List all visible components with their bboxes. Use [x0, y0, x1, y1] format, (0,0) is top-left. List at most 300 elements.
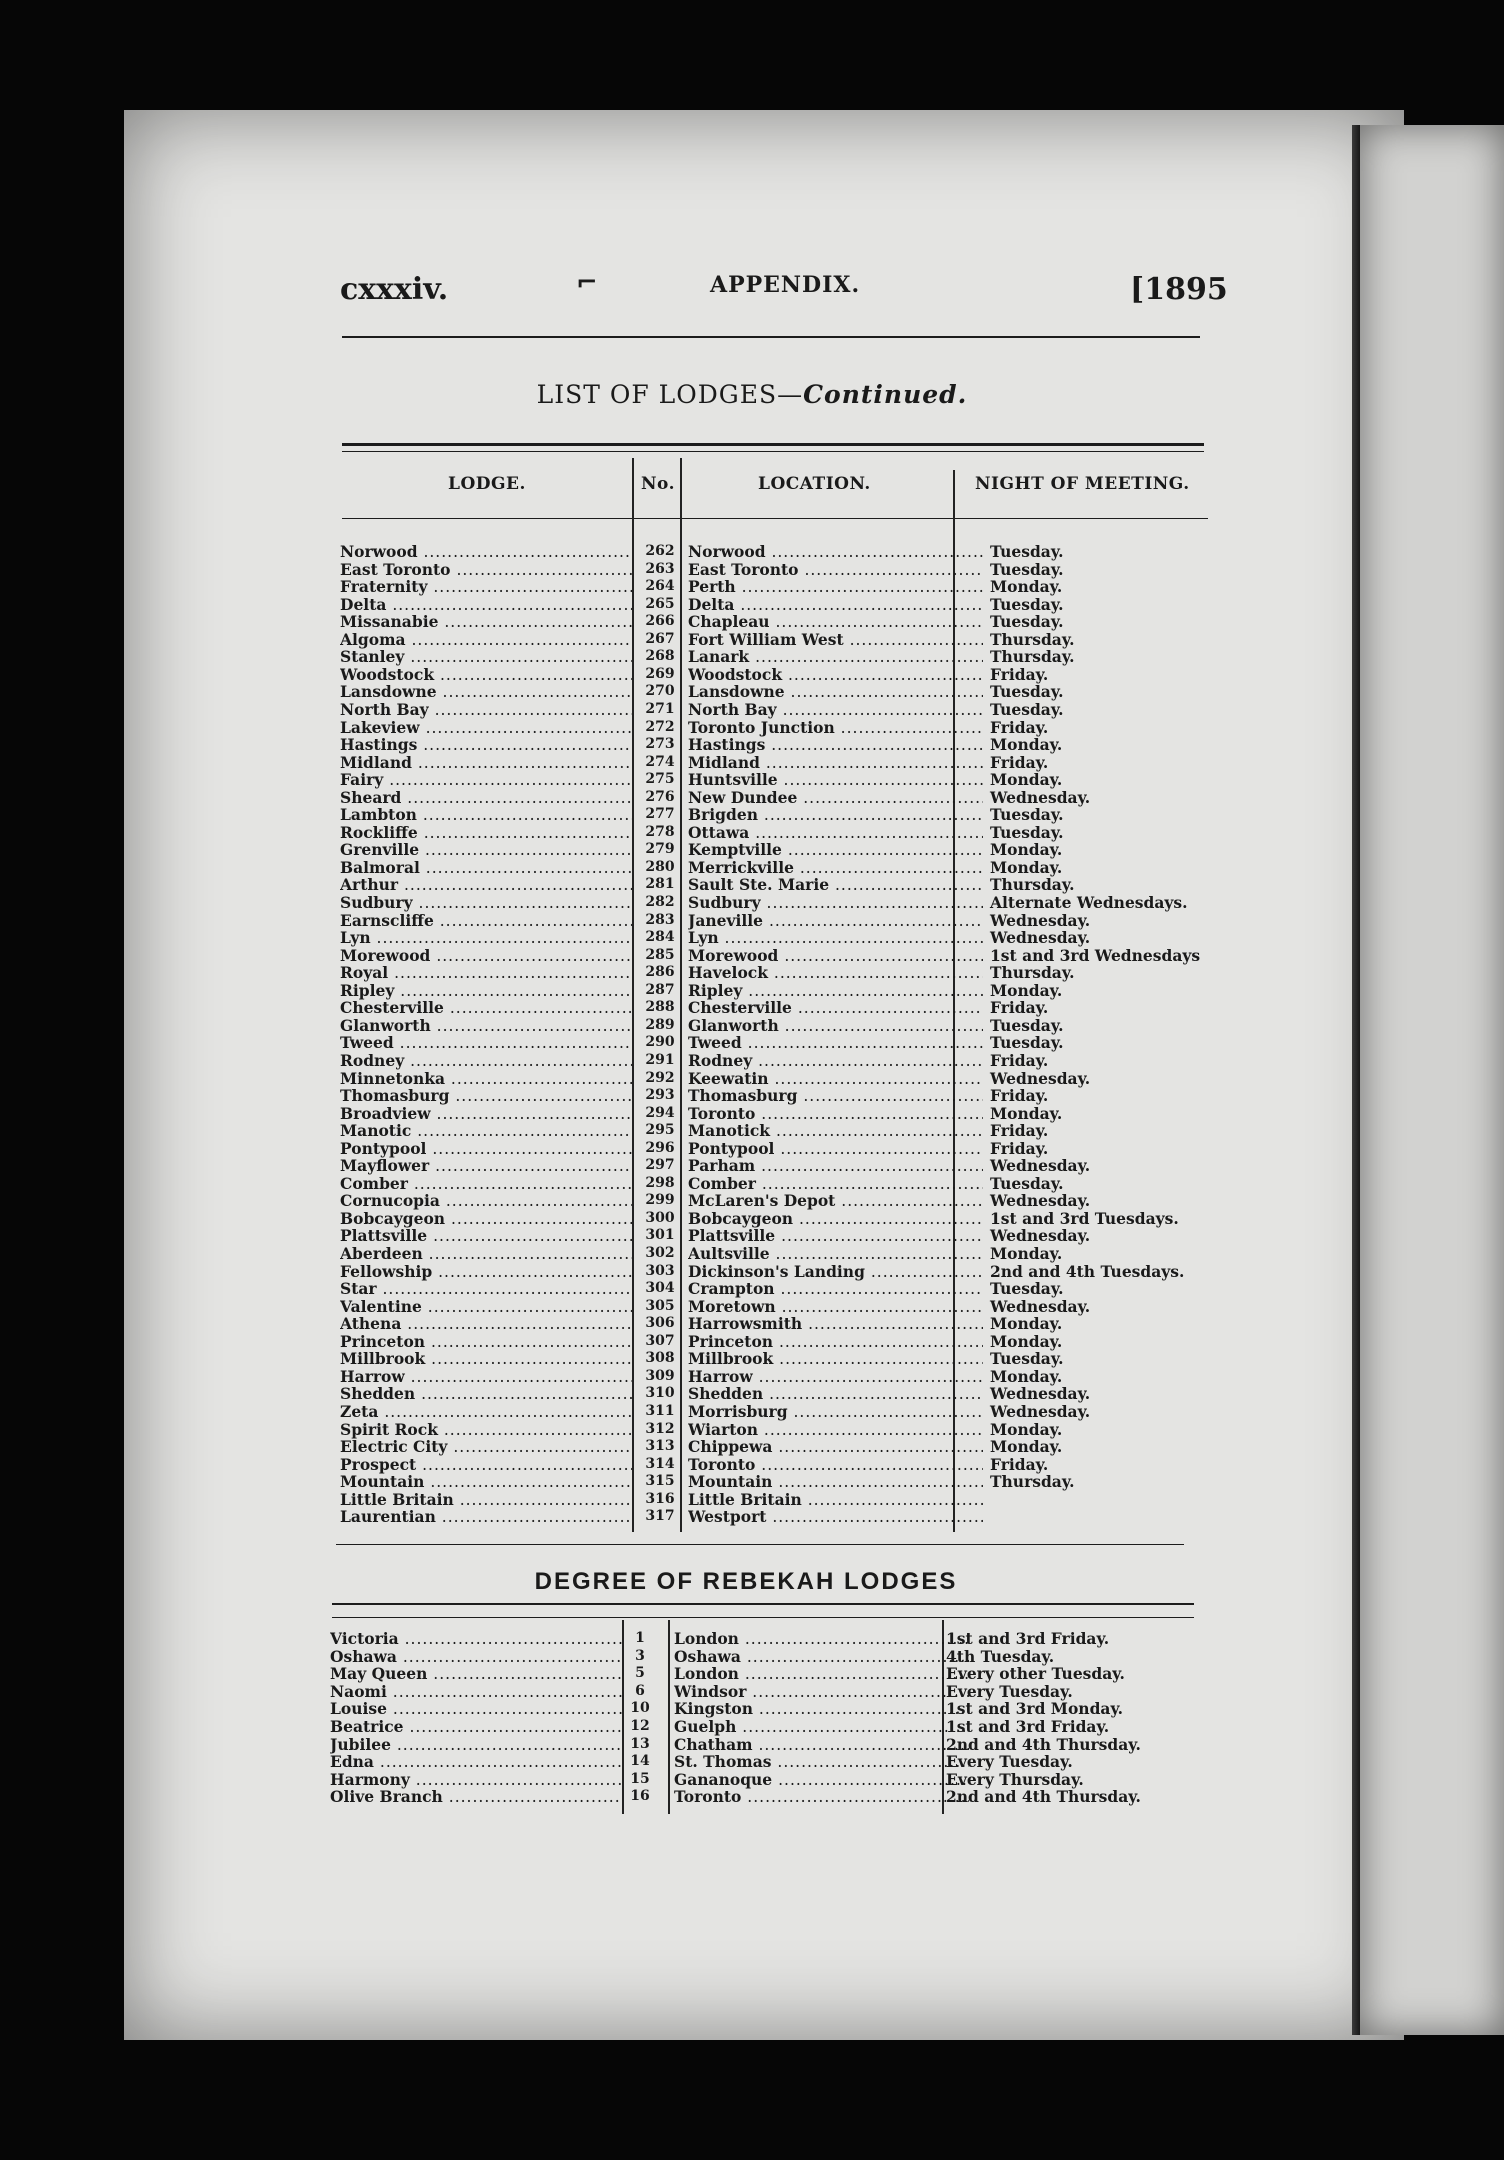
table-row: [340, 1421, 1240, 1439]
lodge-location: Shedden .....: [688, 1385, 983, 1404]
table-row: [340, 876, 1240, 894]
meeting-night: Every Tuesday.: [946, 1681, 1073, 1701]
meeting-night: Tuesday.: [990, 1015, 1064, 1035]
lodge-location: Aultsville .....: [688, 1245, 983, 1264]
meeting-night: 4th Tuesday.: [946, 1646, 1055, 1666]
lodge-number: 5: [635, 1665, 645, 1682]
meeting-night: Wednesday.: [990, 1296, 1091, 1316]
lodge-number: 269: [645, 665, 675, 682]
lodge-location: Moretown .....: [688, 1298, 983, 1317]
meeting-night: Monday.: [990, 840, 1063, 860]
lodge-location: Sault Ste. Marie .....: [688, 876, 983, 895]
meeting-night: Wednesday.: [990, 910, 1091, 930]
lodge-number: 13: [630, 1735, 650, 1752]
meeting-night: Tuesday.: [990, 1279, 1064, 1299]
lodge-name: Stanley .....: [340, 648, 632, 667]
lodge-location: North Bay .....: [688, 701, 983, 720]
table-row: [340, 1333, 1240, 1351]
table-row: [340, 666, 1240, 684]
lodge-number: 14: [630, 1753, 650, 1770]
lodge-location: Havelock .....: [688, 964, 983, 983]
lodge-name: Zeta .....: [340, 1403, 632, 1422]
lodge-number: 302: [645, 1245, 675, 1261]
lodge-number: 3: [635, 1647, 645, 1664]
lodge-location: Sudbury .....: [688, 894, 983, 913]
meeting-night: Tuesday.: [990, 1173, 1064, 1193]
page-number: cxxxiv.: [340, 272, 449, 307]
lodge-location: Delta .....: [688, 596, 983, 615]
printer-mark-icon: ⌐: [576, 268, 598, 298]
lodge-number: 291: [645, 1051, 675, 1068]
lodge-number: 284: [645, 929, 675, 946]
lodge-location: Brigden .....: [688, 806, 983, 825]
lodge-location: Little Britain .....: [688, 1491, 983, 1510]
lodge-number: 292: [645, 1069, 675, 1086]
table-top-rule: [342, 443, 1204, 446]
column-header-no: No.: [641, 474, 675, 494]
table-row: [340, 578, 1240, 596]
lodge-location: Woodstock .....: [688, 666, 983, 685]
column-header-lodge: LODGE.: [448, 474, 526, 494]
meeting-night: Friday.: [990, 1138, 1049, 1158]
meeting-night: Friday.: [990, 1454, 1049, 1474]
table-row: [330, 1630, 1230, 1648]
meeting-night: Wednesday.: [990, 928, 1091, 948]
table-row: [340, 736, 1240, 754]
lodge-name: Oshawa .....: [330, 1648, 622, 1667]
table-bottom-rule: [336, 1544, 1184, 1545]
lodge-name: Lansdowne .....: [340, 683, 632, 702]
lodge-location: Comber .....: [688, 1175, 983, 1194]
lodge-number: 273: [645, 736, 675, 753]
meeting-night: Friday.: [990, 717, 1049, 737]
lodge-name: Grenville .....: [340, 841, 632, 860]
lodge-location: East Toronto .....: [688, 561, 983, 580]
meeting-night: Monday.: [990, 1314, 1063, 1334]
table-row: [340, 1105, 1240, 1123]
lodge-name: Arthur .....: [340, 876, 632, 895]
lodge-name: Algoma .....: [340, 631, 632, 650]
lodge-number: 265: [645, 595, 675, 612]
lodge-name: Harrow .....: [340, 1368, 632, 1387]
table-row: [340, 999, 1240, 1017]
meeting-night: 2nd and 4th Thursday.: [946, 1734, 1141, 1754]
lodge-location: Chippewa .....: [688, 1438, 983, 1457]
lodge-name: Comber .....: [340, 1175, 632, 1194]
lodge-location: Gananoque .....: [674, 1771, 969, 1790]
lodge-location: Lansdowne .....: [688, 683, 983, 702]
table-row: [340, 1175, 1240, 1193]
lodge-number: 278: [645, 823, 675, 840]
lodge-name: Electric City .....: [340, 1438, 632, 1457]
meeting-night: Tuesday.: [990, 559, 1064, 579]
lodge-number: 280: [645, 858, 675, 875]
lodge-location: Chapleau .....: [688, 613, 983, 632]
lodge-name: Princeton .....: [340, 1333, 632, 1352]
lodge-number: 281: [645, 876, 675, 893]
meeting-night: Tuesday.: [990, 822, 1064, 842]
meeting-night: 1st and 3rd Monday.: [946, 1699, 1124, 1719]
table-row: [340, 648, 1240, 666]
meeting-night: Friday.: [990, 1086, 1049, 1106]
lodge-name: Millbrook .....: [340, 1350, 632, 1369]
lodge-name: Manotic .....: [340, 1122, 632, 1141]
table-row: [340, 824, 1240, 842]
lodge-name: Prospect .....: [340, 1456, 632, 1475]
table-row: [340, 1315, 1240, 1333]
table-row: [340, 1122, 1240, 1140]
meeting-night: Thursday.: [990, 629, 1075, 649]
table-row: [340, 596, 1240, 614]
lodge-name: Fraternity .....: [340, 578, 632, 597]
table-row: [340, 894, 1240, 912]
lodge-name: Lambton .....: [340, 806, 632, 825]
meeting-night: Monday.: [990, 1366, 1063, 1386]
lodge-name: Star .....: [340, 1280, 632, 1299]
lodge-number: 289: [645, 1016, 675, 1033]
table-row: [340, 1368, 1240, 1386]
meeting-night: Monday.: [990, 1331, 1063, 1351]
lodge-location: New Dundee .....: [688, 789, 983, 808]
lodge-name: Ripley .....: [340, 982, 632, 1001]
table-row: [340, 1087, 1240, 1105]
lodge-location: Mountain .....: [688, 1473, 983, 1492]
lodge-name: Norwood .....: [340, 543, 632, 562]
table-row: [340, 1403, 1240, 1421]
lodge-number: 262: [645, 543, 675, 559]
table-row: [330, 1788, 1230, 1806]
meeting-night: Monday.: [990, 770, 1063, 790]
lodge-location: Harrow .....: [688, 1368, 983, 1387]
meeting-night: Every other Tuesday.: [946, 1664, 1125, 1684]
table-row: [340, 964, 1240, 982]
rebekah-title: DEGREE OF REBEKAH LODGES: [534, 1568, 958, 1595]
table-row: [340, 683, 1240, 701]
lodge-name: Athena .....: [340, 1315, 632, 1334]
table-row: [340, 1017, 1240, 1035]
lodge-location: Parham .....: [688, 1157, 983, 1176]
table-row: [330, 1753, 1230, 1771]
lodge-name: Edna .....: [330, 1753, 622, 1772]
lodge-number: 15: [630, 1770, 650, 1787]
lodge-number: 315: [645, 1473, 675, 1490]
rebekah-top-rule: [332, 1603, 1194, 1605]
lodge-name: Thomasburg .....: [340, 1087, 632, 1106]
meeting-night: Thursday.: [990, 875, 1075, 895]
table-row: [340, 1350, 1240, 1368]
lodge-number: 305: [645, 1297, 675, 1314]
lodge-name: Harmony .....: [330, 1771, 622, 1790]
lodge-location: London .....: [674, 1665, 969, 1684]
meeting-night: Every Tuesday.: [946, 1752, 1073, 1772]
lodge-location: Tweed .....: [688, 1034, 983, 1053]
meeting-night: Friday.: [990, 1050, 1049, 1070]
table-row: [340, 929, 1240, 947]
lodge-location: Princeton .....: [688, 1333, 983, 1352]
meeting-night: Tuesday.: [990, 594, 1064, 614]
meeting-night: Tuesday.: [990, 542, 1064, 561]
meeting-night: Friday.: [990, 752, 1049, 772]
table-row: [340, 912, 1240, 930]
lodge-location: Bobcaygeon .....: [688, 1210, 983, 1229]
meeting-night: Wednesday.: [990, 787, 1091, 807]
table-row: [340, 1298, 1240, 1316]
meeting-night: 1st and 3rd Tuesdays.: [990, 1208, 1179, 1228]
lodges-title: LIST OF LODGES—Continued.: [536, 380, 968, 409]
lodge-location: Toronto Junction .....: [688, 719, 983, 738]
lodge-number: 1: [635, 1630, 645, 1646]
table-row: [330, 1718, 1230, 1736]
lodge-name: Cornucopia .....: [340, 1192, 632, 1211]
lodge-number: 299: [645, 1192, 675, 1209]
table-row: [340, 754, 1240, 772]
lodge-location: Norwood .....: [688, 543, 983, 562]
lodge-name: Mountain .....: [340, 1473, 632, 1492]
table-row: [340, 1263, 1240, 1281]
lodge-location: St. Thomas .....: [674, 1753, 969, 1772]
facing-page-edge: [1360, 125, 1504, 2035]
meeting-night: Wednesday.: [990, 1191, 1091, 1211]
lodge-name: Royal .....: [340, 964, 632, 983]
lodge-number: 301: [645, 1227, 675, 1244]
lodge-number: 270: [645, 683, 675, 700]
meeting-night: Tuesday.: [990, 1349, 1064, 1369]
lodge-number: 295: [645, 1122, 675, 1139]
table-row: [340, 1491, 1240, 1509]
lodge-number: 288: [645, 999, 675, 1016]
lodge-location: Toronto .....: [688, 1456, 983, 1475]
lodge-location: Midland .....: [688, 754, 983, 773]
meeting-night: Monday.: [990, 735, 1063, 755]
lodge-name: Fairy .....: [340, 771, 632, 790]
table-row: [340, 1157, 1240, 1175]
lodge-name: Missanabie .....: [340, 613, 632, 632]
lodge-number: 297: [645, 1157, 675, 1174]
lodge-number: 312: [645, 1420, 675, 1437]
lodge-number: 16: [630, 1788, 650, 1805]
lodge-location: Kemptville .....: [688, 841, 983, 860]
lodge-name: Lakeview .....: [340, 719, 632, 738]
lodge-number: 264: [645, 578, 675, 595]
lodge-number: 294: [645, 1104, 675, 1121]
meeting-night: Monday.: [990, 577, 1063, 597]
lodge-location: Morewood .....: [688, 947, 983, 966]
table-row: [340, 1227, 1240, 1245]
lodge-location: Harrowsmith .....: [688, 1315, 983, 1334]
lodge-name: Rodney .....: [340, 1052, 632, 1071]
table-top-rule-thin: [342, 451, 1204, 452]
meeting-night: Tuesday.: [990, 682, 1064, 702]
lodge-number: 311: [645, 1402, 675, 1419]
lodge-name: Hastings .....: [340, 736, 632, 755]
table-row: [340, 1473, 1240, 1491]
lodge-location: Pontypool .....: [688, 1140, 983, 1159]
lodge-location: Oshawa .....: [674, 1648, 969, 1667]
lodge-name: Olive Branch .....: [330, 1788, 622, 1807]
lodge-number: 296: [645, 1139, 675, 1156]
lodge-name: Balmoral .....: [340, 859, 632, 878]
table-row: [340, 719, 1240, 737]
lodge-location: Glanworth .....: [688, 1017, 983, 1036]
lodge-number: 283: [645, 911, 675, 928]
lodge-name: Tweed .....: [340, 1034, 632, 1053]
table-row: [340, 1210, 1240, 1228]
lodge-number: 306: [645, 1315, 675, 1332]
meeting-night: Wednesday.: [990, 1156, 1091, 1176]
lodge-number: 308: [645, 1350, 675, 1367]
table-row: [340, 859, 1240, 877]
lodge-name: Aberdeen .....: [340, 1245, 632, 1264]
meeting-night: Friday.: [990, 1121, 1049, 1141]
table-row: [340, 771, 1240, 789]
lodge-name: Naomi .....: [330, 1683, 622, 1702]
lodge-location: Keewatin .....: [688, 1070, 983, 1089]
lodge-location: Guelph .....: [674, 1718, 969, 1737]
lodge-name: Sheard .....: [340, 789, 632, 808]
table-row: [340, 982, 1240, 1000]
table-row: [340, 841, 1240, 859]
lodge-number: 263: [645, 560, 675, 577]
meeting-night: Every Thursday.: [946, 1769, 1084, 1789]
table-row: [330, 1683, 1230, 1701]
lodge-name: Lyn .....: [340, 929, 632, 948]
lodge-name: Beatrice .....: [330, 1718, 622, 1737]
lodge-number: 316: [645, 1490, 675, 1507]
lodge-location: Janeville .....: [688, 912, 983, 931]
meeting-night: Tuesday.: [990, 1033, 1064, 1053]
lodge-number: 282: [645, 894, 675, 910]
lodge-location: Thomasburg .....: [688, 1087, 983, 1106]
lodge-location: London .....: [674, 1630, 969, 1649]
meeting-night: Monday.: [990, 857, 1063, 877]
lodge-location: Dickinson's Landing .....: [688, 1263, 983, 1282]
lodge-number: 314: [645, 1455, 675, 1472]
meeting-night: Monday.: [990, 980, 1063, 1000]
table-row: [340, 1140, 1240, 1158]
lodge-name: Chesterville .....: [340, 999, 632, 1018]
meeting-night: 2nd and 4th Tuesdays.: [990, 1261, 1185, 1281]
lodge-name: Fellowship .....: [340, 1263, 632, 1282]
lodge-location: Merrickville .....: [688, 859, 983, 878]
lodge-number: 267: [645, 630, 675, 647]
lodge-location: Toronto .....: [674, 1788, 969, 1807]
meeting-night: Friday.: [990, 998, 1049, 1018]
lodge-name: Valentine .....: [340, 1298, 632, 1317]
table-row: [340, 1438, 1240, 1456]
lodge-name: Laurentian .....: [340, 1508, 632, 1527]
meeting-night: Monday.: [990, 1419, 1063, 1439]
lodge-name: Earnscliffe .....: [340, 912, 632, 931]
lodge-location: Crampton .....: [688, 1280, 983, 1299]
lodge-location: Plattsville .....: [688, 1227, 983, 1246]
meeting-night: Wednesday.: [990, 1226, 1091, 1246]
table-row: [340, 789, 1240, 807]
lodge-number: 276: [645, 788, 675, 805]
meeting-night: Monday.: [990, 1244, 1063, 1263]
table-row: [340, 1070, 1240, 1088]
lodge-number: 317: [645, 1508, 675, 1525]
lodge-number: 266: [645, 613, 675, 630]
lodge-location: Rodney .....: [688, 1052, 983, 1071]
lodge-location: Lanark .....: [688, 648, 983, 667]
lodge-location: Millbrook .....: [688, 1350, 983, 1369]
lodge-location: Morrisburg .....: [688, 1403, 983, 1422]
lodge-number: 300: [645, 1209, 675, 1226]
lodge-name: Louise .....: [330, 1700, 622, 1719]
table-row: [340, 1508, 1240, 1526]
lodge-number: 271: [645, 700, 675, 717]
section-title: APPENDIX.: [710, 272, 861, 298]
table-row: [340, 701, 1240, 719]
lodge-name: Minnetonka .....: [340, 1070, 632, 1089]
lodge-location: Chesterville .....: [688, 999, 983, 1018]
lodge-number: 12: [630, 1718, 650, 1734]
lodge-number: 287: [645, 981, 675, 998]
lodge-number: 309: [645, 1367, 675, 1384]
column-header-location: LOCATION.: [758, 474, 871, 494]
lodge-name: Shedden .....: [340, 1385, 632, 1404]
table-row: [340, 806, 1240, 824]
lodge-number: 304: [645, 1280, 675, 1297]
lodge-name: Rockliffe .....: [340, 824, 632, 843]
table-row: [340, 947, 1240, 965]
header-rule: [342, 336, 1200, 338]
meeting-night: 1st and 3rd Wednesdays: [990, 945, 1201, 965]
lodge-location: Lyn .....: [688, 929, 983, 948]
table-row: [340, 1245, 1240, 1263]
lodge-location: Wiarton .....: [688, 1421, 983, 1440]
lodge-number: 275: [645, 771, 675, 788]
table-row: [330, 1771, 1230, 1789]
year-label: [1895: [1130, 272, 1228, 307]
table-row: [340, 561, 1240, 579]
meeting-night: 1st and 3rd Friday.: [946, 1629, 1110, 1648]
lodge-name: Bobcaygeon .....: [340, 1210, 632, 1229]
lodge-number: 279: [645, 841, 675, 858]
lodge-location: Westport .....: [688, 1508, 983, 1527]
lodge-name: Midland .....: [340, 754, 632, 773]
lodge-number: 285: [645, 946, 675, 963]
meeting-night: Thursday.: [990, 647, 1075, 667]
meeting-night: Alternate Wednesdays.: [990, 893, 1188, 912]
lodge-name: East Toronto .....: [340, 561, 632, 580]
lodge-number: 286: [645, 964, 675, 981]
lodge-location: McLaren's Depot .....: [688, 1192, 983, 1211]
column-header-night: NIGHT OF MEETING.: [975, 474, 1190, 494]
meeting-night: Thursday.: [990, 963, 1075, 983]
table-row: [340, 1034, 1240, 1052]
table-row: [340, 1456, 1240, 1474]
table-row: [340, 1052, 1240, 1070]
lodge-location: Windsor .....: [674, 1683, 969, 1702]
meeting-night: Friday.: [990, 664, 1049, 684]
lodge-name: Morewood .....: [340, 947, 632, 966]
table-row: [340, 613, 1240, 631]
lodge-number: 277: [645, 806, 675, 823]
lodge-number: 10: [630, 1700, 650, 1717]
meeting-night: Wednesday.: [990, 1068, 1091, 1088]
lodge-name: Sudbury .....: [340, 894, 632, 913]
lodge-location: Kingston .....: [674, 1700, 969, 1719]
meeting-night: Wednesday.: [990, 1384, 1091, 1404]
meeting-night: Wednesday.: [990, 1401, 1091, 1421]
lodge-name: May Queen .....: [330, 1665, 622, 1684]
lodge-number: 6: [635, 1682, 645, 1699]
lodge-location: Manotick .....: [688, 1122, 983, 1141]
table-row: [340, 1192, 1240, 1210]
lodge-location: Chatham .....: [674, 1736, 969, 1755]
lodge-number: 303: [645, 1262, 675, 1279]
